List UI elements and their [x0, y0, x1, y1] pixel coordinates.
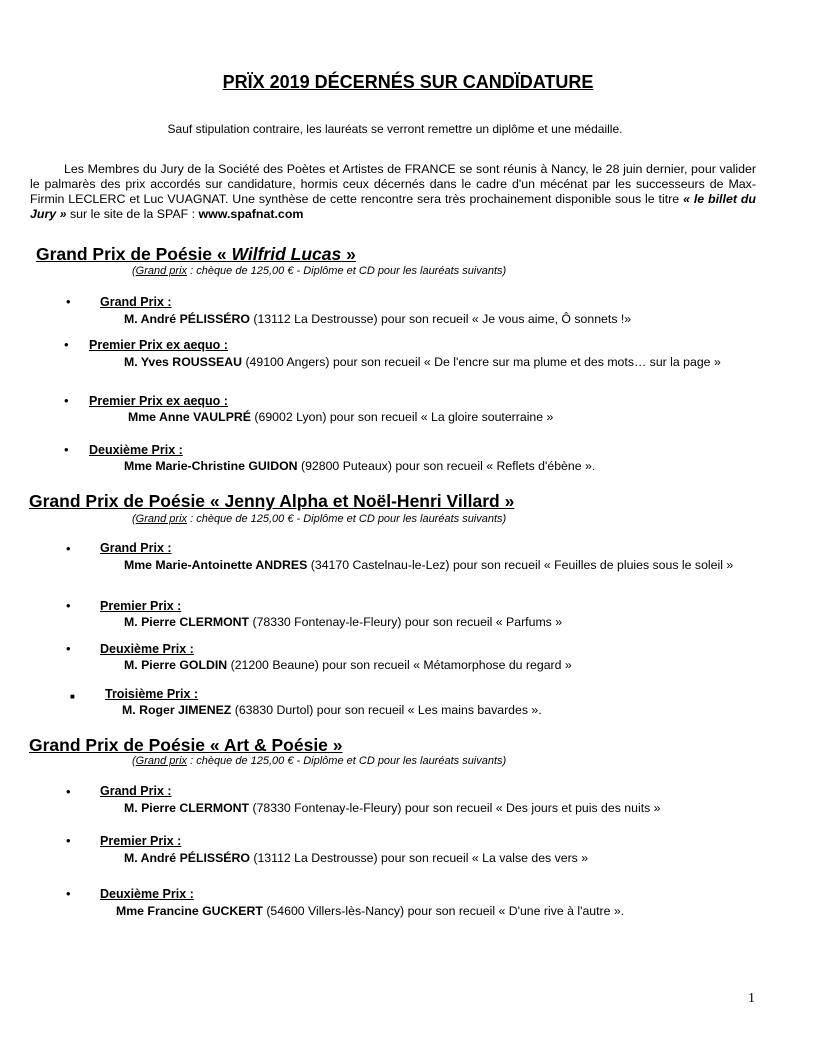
- page-title: PRÏX 2019 DÉCERNÉS SUR CANDÏDATURE: [222, 72, 594, 92]
- winner-line: M. Pierre GOLDIN (21200 Beaune) pour son recueil « Métamorphose du regard »: [124, 658, 572, 672]
- section-title-name: Wilfrid Lucas: [231, 244, 342, 264]
- intro-paragraph: [30, 162, 756, 222]
- bullet-icon: •: [66, 886, 71, 901]
- section-title-art-poesie: Grand Prix de Poésie « Art & Poésie »: [29, 735, 343, 755]
- winner-line: M. Pierre CLERMONT (78330 Fontenay-le-Fleury) pour son recueil « Des jours et puis des nuits »: [124, 801, 661, 815]
- prize-label: Deuxième Prix :: [100, 642, 194, 656]
- page-number: 1: [748, 991, 755, 1006]
- site-text: sur le site de la SPAF :: [69, 207, 196, 221]
- bullet-icon: •: [66, 641, 71, 656]
- bullet-icon: •: [66, 833, 71, 848]
- prize-label: Premier Prix :: [100, 834, 182, 848]
- intro-text: Les Membres du Jury de la Société des Poètes et Artistes de FRANCE se sont réunis à Nancy, le 28 juin dernier, pour valider le palmarès des prix accordés sur candidature, hormis ceux décernés dans le cadre d'un mécénat par les successeurs de Max-Firmin LECLERC et Luc VUAGNAT. Une synthèse de cette rencontre sera très prochainement disponible sous le titre: [30, 162, 756, 206]
- bullet-icon: •: [66, 541, 71, 556]
- winner-line: Mme Anne VAULPRÉ (69002 Lyon) pour son recueil « La gloire souterraine »: [128, 410, 554, 424]
- bullet-icon: •: [66, 598, 71, 613]
- prize-label: Premier Prix :: [100, 599, 182, 613]
- winner-line: M. Yves ROUSSEAU (49100 Angers) pour son recueil « De l'encre sur ma plume et des mots… sur la page »: [124, 355, 721, 369]
- prize-label: Deuxième Prix :: [100, 887, 194, 901]
- winner-line: Mme Francine GUCKERT (54600 Villers-lès-Nancy) pour son recueil « D'une rive à l'autre ».: [116, 904, 625, 918]
- section-title-wilfrid-lucas: Grand Prix de Poésie « Wilfrid Lucas »: [36, 244, 356, 264]
- square-bullet-icon: ■: [70, 692, 75, 701]
- site-link[interactable]: www.spafnat.com: [198, 207, 304, 221]
- prize-label: Deuxième Prix :: [89, 443, 183, 457]
- billet-title: « le billet du Jury »: [30, 192, 756, 221]
- winner-line: M. André PÉLISSÉRO (13112 La Destrousse) pour son recueil « Je vous aime, Ô sonnets !»: [124, 312, 632, 326]
- prize-label: Grand Prix :: [100, 784, 172, 798]
- winner-line: M. Pierre CLERMONT (78330 Fontenay-le-Fleury) pour son recueil « Parfums »: [124, 615, 563, 629]
- section-title-jenny-alpha: Grand Prix de Poésie « Jenny Alpha et Noël-Henri Villard »: [29, 491, 515, 511]
- winner-line: Mme Marie-Christine GUIDON (92800 Puteaux) pour son recueil « Reflets d'ébène ».: [124, 459, 596, 473]
- prize-label: Grand Prix :: [100, 541, 172, 555]
- cheque-note: (Grand prix : chèque de 125,00 € - Diplôme et CD pour les lauréats suivants): [132, 265, 507, 277]
- cheque-note: (Grand prix : chèque de 125,00 € - Diplôme et CD pour les lauréats suivants): [132, 513, 507, 525]
- bullet-icon: •: [66, 294, 71, 309]
- bullet-icon: •: [66, 784, 71, 799]
- diploma-note: Sauf stipulation contraire, les lauréats se verront remettre un diplôme et une médaille.: [167, 122, 623, 136]
- prize-label: Premier Prix ex aequo :: [89, 394, 228, 408]
- cheque-note: (Grand prix : chèque de 125,00 € - Diplôme et CD pour les lauréats suivants): [132, 755, 507, 767]
- bullet-icon: •: [64, 442, 69, 457]
- prize-label: Premier Prix ex aequo :: [89, 338, 228, 352]
- prize-label: Troisième Prix :: [105, 687, 199, 701]
- prize-label: Grand Prix :: [100, 295, 172, 309]
- bullet-icon: •: [64, 337, 69, 352]
- winner-line: M. André PÉLISSÉRO (13112 La Destrousse) pour son recueil « La valse des vers »: [124, 851, 589, 865]
- winner-line: Mme Marie-Antoinette ANDRES (34170 Castelnau-le-Lez) pour son recueil « Feuilles de pluies sous le soleil »: [124, 558, 734, 572]
- bullet-icon: •: [64, 393, 69, 408]
- winner-line: M. Roger JIMENEZ (63830 Durtol) pour son recueil « Les mains bavardes ».: [122, 703, 542, 717]
